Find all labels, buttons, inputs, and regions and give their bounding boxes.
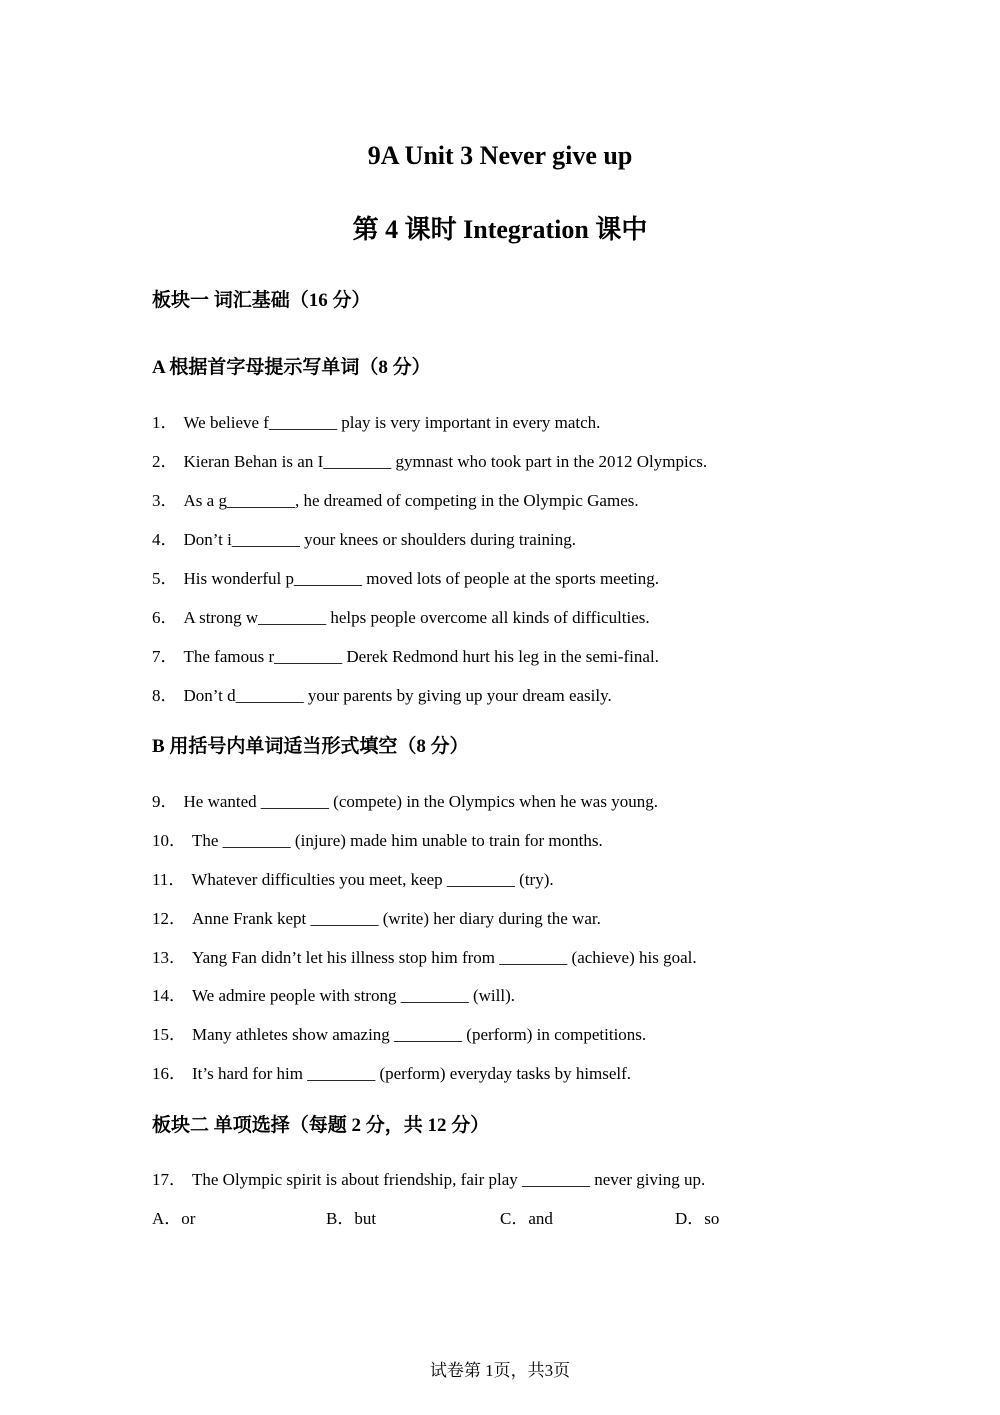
question-text: A strong w________ helps people overcome all kinds of difficulties. bbox=[183, 608, 650, 627]
question-text: Don’t d________ your parents by giving up your dream easily. bbox=[183, 686, 612, 705]
question-5 bbox=[152, 564, 659, 589]
question-15 bbox=[152, 1020, 646, 1045]
question-number: 12． bbox=[152, 909, 186, 928]
question-text: Many athletes show amazing ________ (perform) in competitions. bbox=[192, 1025, 647, 1044]
question-10 bbox=[152, 826, 603, 851]
question-text: Yang Fan didn’t let his illness stop him from ________ (achieve) his goal. bbox=[192, 948, 697, 967]
page-footer: 试卷第 1页，共3页 bbox=[429, 1361, 571, 1380]
question-7 bbox=[152, 642, 659, 667]
question-number: 16． bbox=[152, 1064, 186, 1083]
question-16 bbox=[152, 1059, 631, 1084]
question-14 bbox=[152, 981, 515, 1006]
question-4 bbox=[152, 525, 576, 550]
question-number: 10． bbox=[152, 831, 186, 850]
question-text: He wanted ________ (compete) in the Olympics when he was young. bbox=[183, 792, 658, 811]
section-heading-part-a: A 根据首字母提示写单词（8 分） bbox=[152, 357, 431, 378]
document-title: 9A Unit 3 Never give up bbox=[367, 141, 633, 170]
question-text: Kieran Behan is an I________ gymnast who took part in the 2012 Olympics. bbox=[183, 452, 708, 471]
question-12 bbox=[152, 904, 601, 929]
question-number: 13． bbox=[152, 948, 186, 967]
question-6 bbox=[152, 603, 650, 628]
question-number: 8． bbox=[152, 686, 178, 705]
question-11 bbox=[152, 865, 554, 890]
question-text: Don’t i________ your knees or shoulders during training. bbox=[183, 530, 577, 549]
question-text: It’s hard for him ________ (perform) everyday tasks by himself. bbox=[192, 1064, 632, 1083]
question-number: 7． bbox=[152, 647, 178, 666]
section-heading-multiple-choice: 板块二 单项选择（每题 2 分，共 12 分） bbox=[152, 1115, 490, 1136]
option-b[interactable]: B．but bbox=[326, 1209, 377, 1228]
question-number: 9． bbox=[152, 792, 178, 811]
lesson-subtitle: 第 4 课时 Integration 课中 bbox=[352, 215, 648, 244]
option-a[interactable]: A．or bbox=[152, 1209, 196, 1228]
section-heading-vocabulary: 板块一 词汇基础（16 分） bbox=[152, 290, 371, 311]
question-text: Anne Frank kept ________ (write) her diary during the war. bbox=[192, 909, 601, 928]
question-8 bbox=[152, 681, 612, 706]
question-number: 11． bbox=[152, 870, 186, 889]
option-d[interactable]: D．so bbox=[675, 1209, 720, 1228]
question-number: 17． bbox=[152, 1170, 186, 1189]
question-3 bbox=[152, 486, 639, 511]
question-text: As a g________, he dreamed of competing in the Olympic Games. bbox=[183, 491, 639, 510]
question-17 bbox=[152, 1165, 705, 1190]
question-text: Whatever difficulties you meet, keep ________ (try). bbox=[191, 870, 554, 889]
question-number: 6． bbox=[152, 608, 178, 627]
question-number: 14． bbox=[152, 986, 186, 1005]
question-text: The Olympic spirit is about friendship, fair play ________ never giving up. bbox=[192, 1170, 706, 1189]
question-text: We admire people with strong ________ (will). bbox=[192, 986, 515, 1005]
question-text: His wonderful p________ moved lots of people at the sports meeting. bbox=[183, 569, 659, 588]
question-number: 2． bbox=[152, 452, 178, 471]
question-number: 4． bbox=[152, 530, 178, 549]
question-text: We believe f________ play is very important in every match. bbox=[183, 413, 601, 432]
question-number: 1． bbox=[152, 413, 178, 432]
question-number: 15． bbox=[152, 1025, 186, 1044]
question-13 bbox=[152, 943, 697, 968]
question-2 bbox=[152, 447, 707, 472]
question-9 bbox=[152, 787, 658, 812]
question-1 bbox=[152, 408, 600, 433]
section-heading-part-b: B 用括号内单词适当形式填空（8 分） bbox=[152, 736, 469, 757]
option-c[interactable]: C．and bbox=[500, 1209, 553, 1228]
question-number: 3． bbox=[152, 491, 178, 510]
question-text: The famous r________ Derek Redmond hurt his leg in the semi-final. bbox=[183, 647, 659, 666]
question-text: The ________ (injure) made him unable to train for months. bbox=[192, 831, 603, 850]
question-number: 5． bbox=[152, 569, 178, 588]
